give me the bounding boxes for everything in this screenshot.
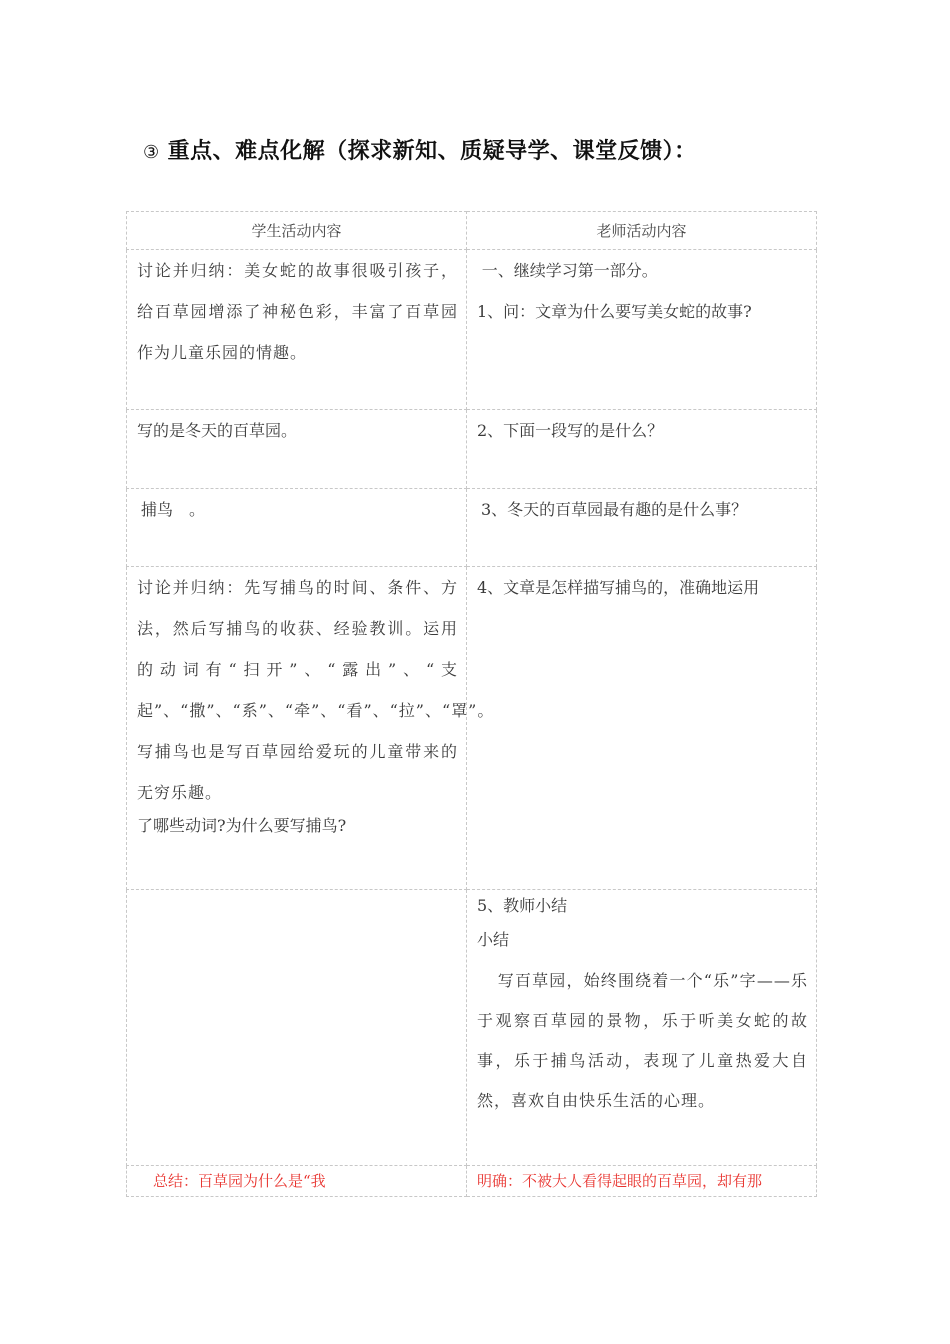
table-row [127,890,817,1166]
teacher-cell [467,1166,817,1197]
teacher-cell [467,410,817,489]
table-row [127,250,817,410]
teacher-cell [467,567,817,890]
student-cell [127,1166,467,1197]
teacher-text: 小结 [477,930,510,949]
student-cell [127,410,467,489]
student-text: 讨论并归纳：美女蛇的故事很吸引孩子，给百草园增添了神秘色彩，丰富了百草园作为儿童乐园的情趣。 [137,261,458,362]
section-heading [143,134,697,165]
student-cell [127,567,495,890]
table-row [127,489,817,567]
table-header-row [127,212,817,250]
teacher-cell [467,250,817,410]
teacher-text: 3、冬天的百草园最有趣的是什么事？ [481,500,748,519]
student-text: 捕鸟 。 [141,500,206,519]
teacher-cell [467,489,817,567]
section-heading-text: 重点、难点化解（探求新知、质疑导学、课堂反馈）： [167,138,697,164]
student-text: 写的是冬天的百草园。 [137,421,298,440]
student-cell [127,250,467,410]
activity-table [126,211,817,1197]
student-cell [127,890,467,1166]
teacher-text: 明确：不被大人看得起眼的百草园，却有那 [477,1172,763,1190]
student-text: 讨论并归纳：先写捕鸟的时间、条件、方法，然后写捕鸟的收获、经验教训。运用的动词有“扫开”、“露出”、“支起”、“撒”、“系”、“牵”、“看”、“拉”、“罩”。写捕鸟也是写百草园给爱玩的儿童带来的无穷乐趣。 [137,578,495,802]
table-row [127,1166,817,1197]
teacher-text: 一、继续学习第一部分。 [481,261,658,280]
teacher-text: 写百草园，始终围绕着一个“乐”字——乐于观察百草园的景物，乐于听美女蛇的故事，乐于捕鸟活动，表现了儿童热爱大自然，喜欢自由快乐生活的心理。 [477,971,808,1110]
student-cell [127,489,467,567]
header-teacher-activity: 老师活动内容 [467,212,817,250]
teacher-text: 2、下面一段写的是什么？ [477,421,664,440]
teacher-text: 1、问：文章为什么要写美女蛇的故事? [477,302,752,321]
teacher-cell [467,890,817,1166]
table-row [127,410,817,489]
teacher-text: 4、文章是怎样描写捕鸟的，准确地运用 [477,578,760,597]
teacher-text: 5、教师小结 [477,896,568,915]
table-row [127,567,817,890]
circled-number-marker: ③ [143,142,160,163]
header-student-activity: 学生活动内容 [127,212,467,250]
student-text: 了哪些动词?为什么要写捕鸟? [137,816,347,835]
student-text: 总结：百草园为什么是“我 [153,1172,326,1190]
